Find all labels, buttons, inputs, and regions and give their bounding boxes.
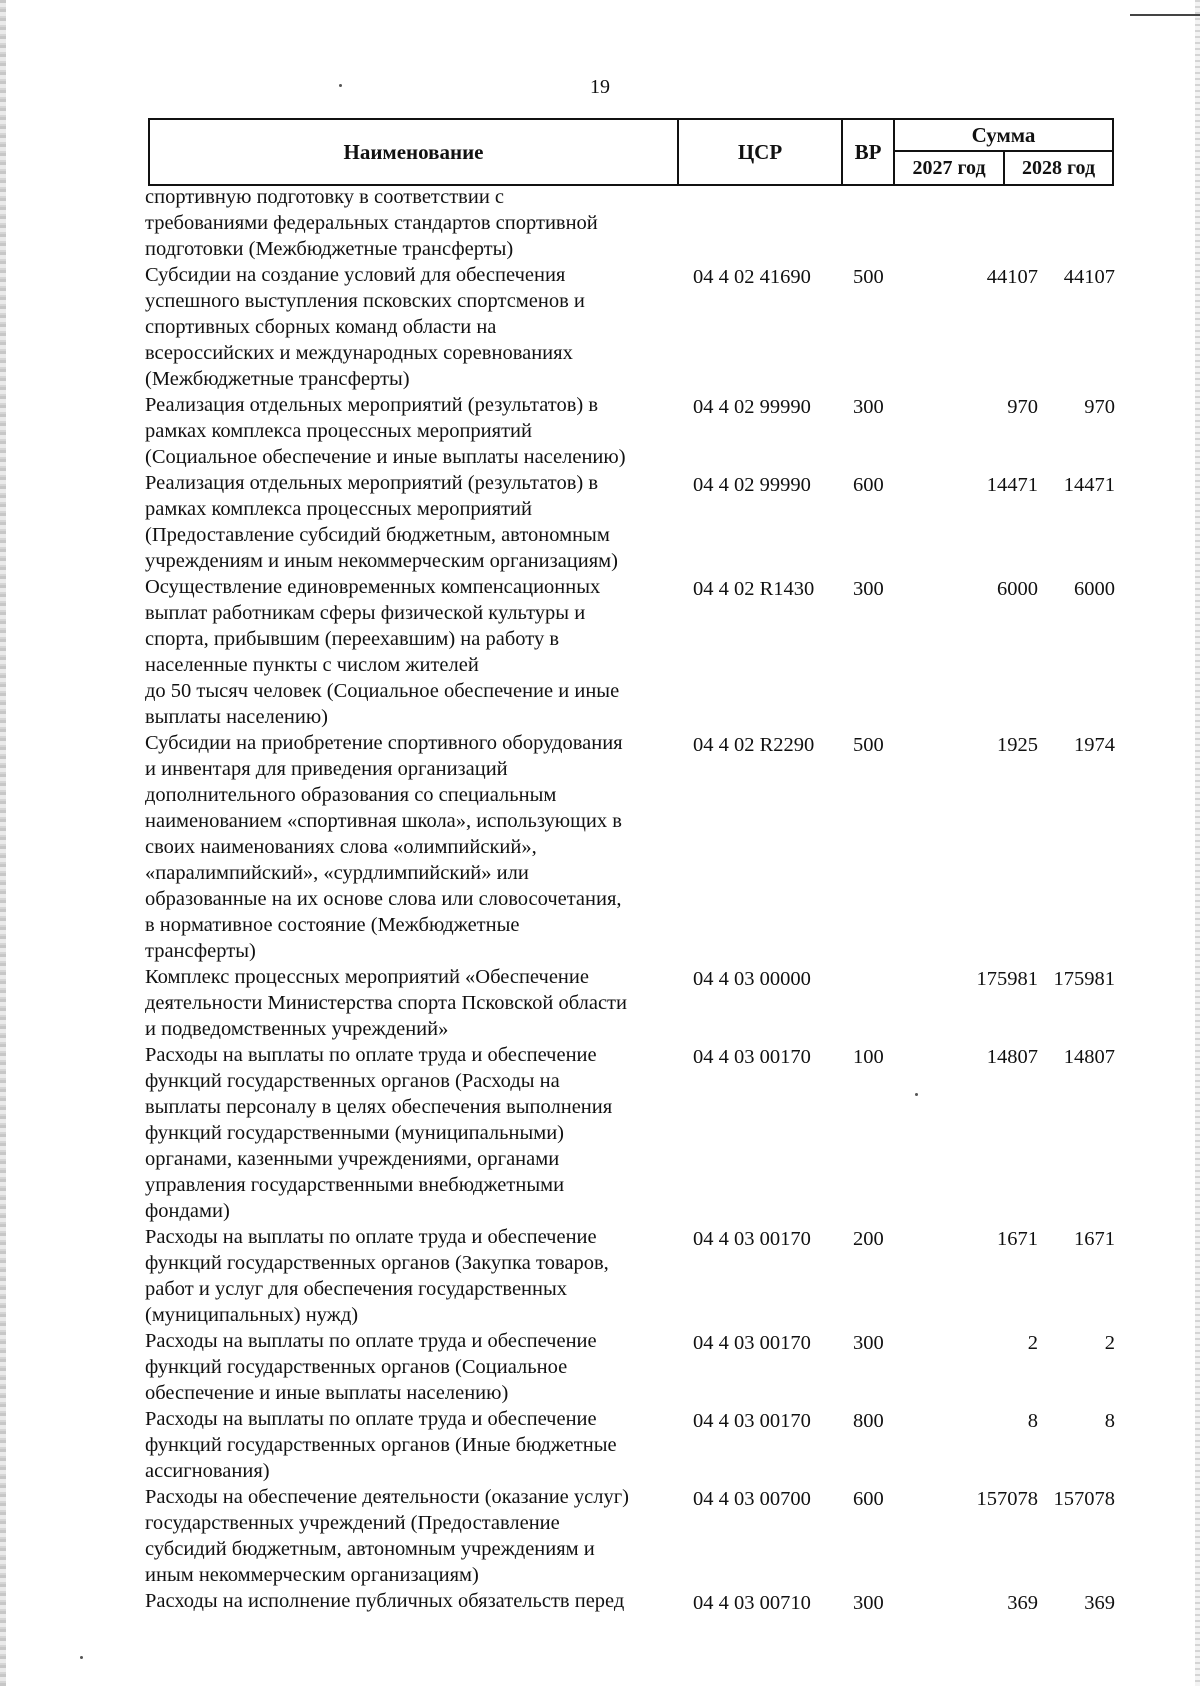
row-sum-2027: 157078 [976, 1488, 1038, 1510]
row-csr: 04 4 03 00170 [693, 1332, 811, 1354]
row-vr: 300 [853, 1592, 884, 1614]
scan-speck [339, 84, 342, 87]
row-csr: 04 4 02 99990 [693, 396, 811, 418]
row-csr: 04 4 02 R2290 [693, 734, 815, 756]
row-vr: 300 [853, 396, 884, 418]
row-name: Реализация отдельных мероприятий (результатов) в рамках комплекса процессных мероприятий (Предоставление субсидий бюджетным, автономным учреждениям и иным некоммерческим организациям) [145, 472, 618, 572]
row-csr: 04 4 03 00700 [693, 1488, 811, 1510]
row-csr: 04 4 03 00170 [693, 1410, 811, 1432]
row-sum-2027: 8 [1027, 1410, 1038, 1432]
row-name: Расходы на исполнение публичных обязательств перед [145, 1590, 625, 1612]
row-name: спортивную подготовку в соответствии с требованиями федеральных стандартов спортивной подготовки (Межбюджетные трансферты) [145, 186, 598, 260]
row-sum-2027: 44107 [986, 266, 1038, 288]
table-row [145, 730, 1115, 964]
row-name: Расходы на выплаты по оплате труда и обеспечение функций государственных органов (Расходы на выплаты персоналу в целях обеспечения выполнения функций государственными (муниципальными) органами, казенными учреждениями, органами управления государственными внебюджетными фондами) [145, 1044, 613, 1222]
header-name: Наименование [343, 139, 484, 164]
row-sum-2027: 1925 [997, 734, 1038, 756]
row-sum-2027: 2 [1027, 1332, 1038, 1354]
row-csr: 04 4 03 00170 [693, 1228, 811, 1250]
row-sum-2027: 369 [1007, 1592, 1038, 1614]
scan-speck [80, 1656, 83, 1659]
table-row [145, 574, 1115, 730]
row-csr: 04 4 02 41690 [693, 266, 811, 288]
budget-table-body [145, 184, 1115, 1614]
row-sum-2028: 6000 [1074, 578, 1115, 600]
row-sum-2027: 1671 [997, 1228, 1038, 1250]
row-name: Расходы на выплаты по оплате труда и обеспечение функций государственных органов (Закупка товаров, работ и услуг для обеспечения государственных (муниципальных) нужд) [145, 1226, 609, 1326]
header-year-2027: 2027 год [912, 156, 986, 179]
table-row [145, 392, 1115, 470]
row-sum-2028: 14471 [1063, 474, 1115, 496]
header-vr: ВР [854, 139, 882, 164]
row-sum-2028: 157078 [1053, 1488, 1115, 1510]
table-row [145, 184, 1115, 262]
row-vr: 500 [853, 266, 884, 288]
row-sum-2028: 8 [1104, 1410, 1115, 1432]
table-row [145, 1484, 1115, 1588]
row-vr: 300 [853, 1332, 884, 1354]
row-vr: 800 [853, 1410, 884, 1432]
table-row [145, 470, 1115, 574]
row-sum-2027: 175981 [976, 968, 1038, 990]
header-sum: Сумма [971, 122, 1036, 147]
table-row [145, 1328, 1115, 1406]
row-csr: 04 4 03 00710 [693, 1592, 811, 1614]
row-vr: 300 [853, 578, 884, 600]
row-sum-2028: 970 [1084, 396, 1115, 418]
table-row [145, 1224, 1115, 1328]
row-sum-2027: 6000 [997, 578, 1038, 600]
row-vr: 600 [853, 1488, 884, 1510]
row-sum-2028: 1671 [1074, 1228, 1115, 1250]
row-csr: 04 4 03 00000 [693, 968, 811, 990]
row-sum-2028: 175981 [1053, 968, 1115, 990]
row-sum-2028: 369 [1084, 1592, 1115, 1614]
row-name: Комплекс процессных мероприятий «Обеспечение деятельности Министерства спорта Псковской области и подведомственных учреждений» [145, 966, 627, 1040]
corner-mark [1130, 14, 1200, 16]
row-sum-2028: 14807 [1063, 1046, 1115, 1068]
scan-edge-left [0, 0, 6, 1686]
table-row [145, 964, 1115, 1042]
row-name: Субсидии на приобретение спортивного оборудования и инвентаря для приведения организаций дополнительного образования со специальным наименованием «спортивная школа», использующих в своих наименованиях слова «олимпийский», «паралимпийский», «сурдлимпийский» или образованные на их основе слова или словосочетания, в нормативное состояние (Межбюджетные трансферты) [145, 732, 623, 962]
row-sum-2027: 14807 [986, 1046, 1038, 1068]
row-name: Осуществление единовременных компенсационных выплат работникам сферы физической культуры и спорта, прибывшим (переехавшим) на работу в населенные пункты с числом жителей до 50 тысяч человек (Социальное обеспечение и иные выплаты населению) [145, 576, 620, 728]
header-year-2028: 2028 год [1021, 156, 1096, 179]
row-vr: 500 [853, 734, 884, 756]
row-vr: 100 [853, 1046, 884, 1068]
row-sum-2027: 970 [1007, 396, 1038, 418]
header-csr: ЦСР [737, 139, 783, 164]
table-row [145, 1042, 1115, 1224]
row-sum-2028: 44107 [1063, 266, 1115, 288]
page-number: 19 [590, 76, 610, 98]
row-name: Расходы на обеспечение деятельности (оказание услуг) государственных учреждений (Предоставление субсидий бюджетным, автономным учреждениям и иным некоммерческим организациям) [145, 1486, 629, 1586]
row-sum-2028: 1974 [1074, 734, 1115, 756]
table-row [145, 1406, 1115, 1484]
row-csr: 04 4 02 R1430 [693, 578, 815, 600]
row-vr: 600 [853, 474, 884, 496]
row-csr: 04 4 03 00170 [693, 1046, 811, 1068]
table-row [145, 262, 1115, 392]
scan-speck [915, 1093, 918, 1096]
row-sum-2027: 14471 [986, 474, 1038, 496]
row-sum-2028: 2 [1104, 1332, 1115, 1354]
row-name: Реализация отдельных мероприятий (результатов) в рамках комплекса процессных мероприятий (Социальное обеспечение и иные выплаты населению) [145, 394, 626, 468]
row-name: Расходы на выплаты по оплате труда и обеспечение функций государственных органов (Социальное обеспечение и иные выплаты населению) [145, 1330, 597, 1404]
row-csr: 04 4 02 99990 [693, 474, 811, 496]
row-name: Расходы на выплаты по оплате труда и обеспечение функций государственных органов (Иные бюджетные ассигнования) [145, 1408, 617, 1482]
table-row [145, 1588, 1115, 1614]
scan-edge-right [1195, 0, 1200, 1686]
row-vr: 200 [853, 1228, 884, 1250]
table-header [148, 118, 1114, 186]
row-name: Субсидии на создание условий для обеспечения успешного выступления псковских спортсменов и спортивных сборных команд области на всероссийских и международных соревнованиях (Межбюджетные трансферты) [145, 264, 585, 390]
